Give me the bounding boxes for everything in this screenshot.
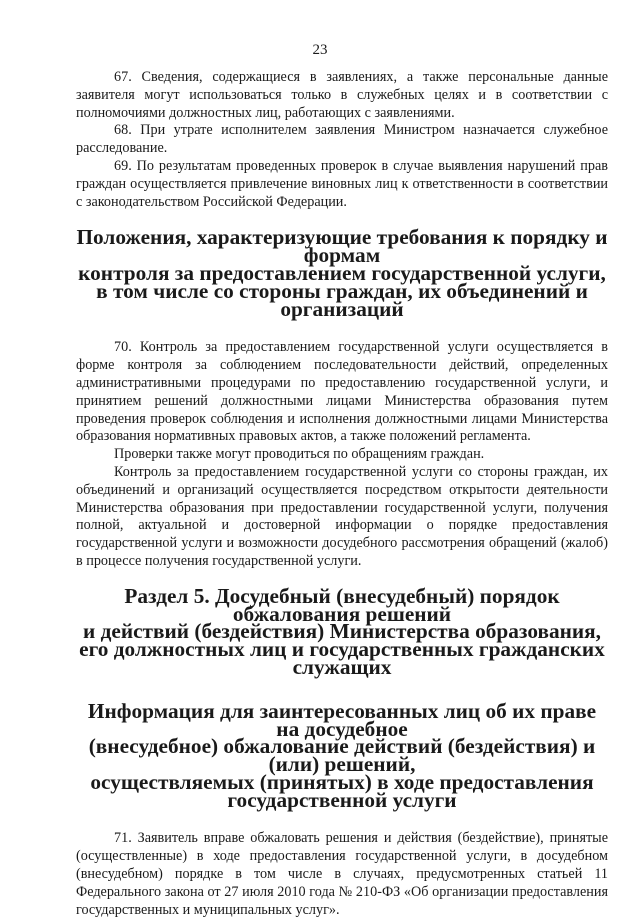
info-heading <box>76 698 608 812</box>
heading-line: в том числе со стороны граждан, их объединений и организаций <box>96 278 588 321</box>
heading-line: Информация для заинтересованных лиц об их праве на досудебное <box>87 698 597 741</box>
heading-line: и действий (бездействия) Министерства образования, <box>83 619 601 644</box>
paragraph-69: 69. По результатам проведенных проверок в случае выявления нарушений прав граждан осуществляется привлечение виновных лиц к ответственности в соответствии с законодательством Российской Федерации. <box>76 157 608 210</box>
paragraph-inspections: Проверки также могут проводиться по обращениям граждан. <box>114 446 485 463</box>
paragraph-71: 71. Заявитель вправе обжаловать решения и действия (бездействие), принятые (осуществленные) в ходе предоставления государственной услуги, в досудебном (внесудебном) порядке в том числе в случаях, предусмотренных статьей 11 Федерального закона от 27 июля 2010 года № 210-ФЗ «Об организации предоставления государственных и муниципальных услуг». <box>76 830 608 918</box>
heading-line: (внесудебное) обжалование действий (бездействия) и (или) решений, <box>88 734 596 777</box>
paragraph-67: 67. Сведения, содержащиеся в заявлениях, а также персональные данные заявителя могут использоваться только в служебных целях и в соответствии с полномочиями должностных лиц, работающих с заявлениями. <box>76 69 608 121</box>
page-content <box>76 69 608 919</box>
heading-line: его должностных лиц и государственных гражданских служащих <box>79 637 605 679</box>
paragraph-70: 70. Контроль за предоставлением государственной услуги осуществляется в форме контроля за соблюдением последовательности действий, определенных административными процедурами по предоставлению государственной услуги, и принятием решений должностными лицами Министерства образования путем проведения проверок соблюдения и исполнения должностными лицами Министерства образования нормативных правовых актов, а также положений регламента. <box>76 339 608 445</box>
heading-line: Раздел 5. Досудебный (внесудебный) порядок обжалования решений <box>124 583 560 626</box>
heading-control-requirements <box>76 225 608 321</box>
section-5-heading <box>76 583 608 679</box>
heading-line: Положения, характеризующие требования к порядку и формам <box>76 225 608 268</box>
heading-line: контроля за предоставлением государственной услуги, <box>78 260 606 285</box>
paragraph-citizen-control: Контроль за предоставлением государственной услуги со стороны граждан, их объединений и организаций осуществляется посредством открытости деятельности Министерства образования при предоставлении государственной услуги, получения полной, актуальной и достоверной информации о порядке предоставления государственной услуги и возможности досудебного рассмотрения обращений (жалоб) в процессе получения государственной услуги. <box>76 463 608 569</box>
heading-line: осуществляемых (принятых) в ходе предоставления государственной услуги <box>90 769 594 812</box>
page-number: 23 <box>312 42 328 58</box>
paragraph-68: 68. При утрате исполнителем заявления Министром назначается служебное расследование. <box>76 122 608 157</box>
